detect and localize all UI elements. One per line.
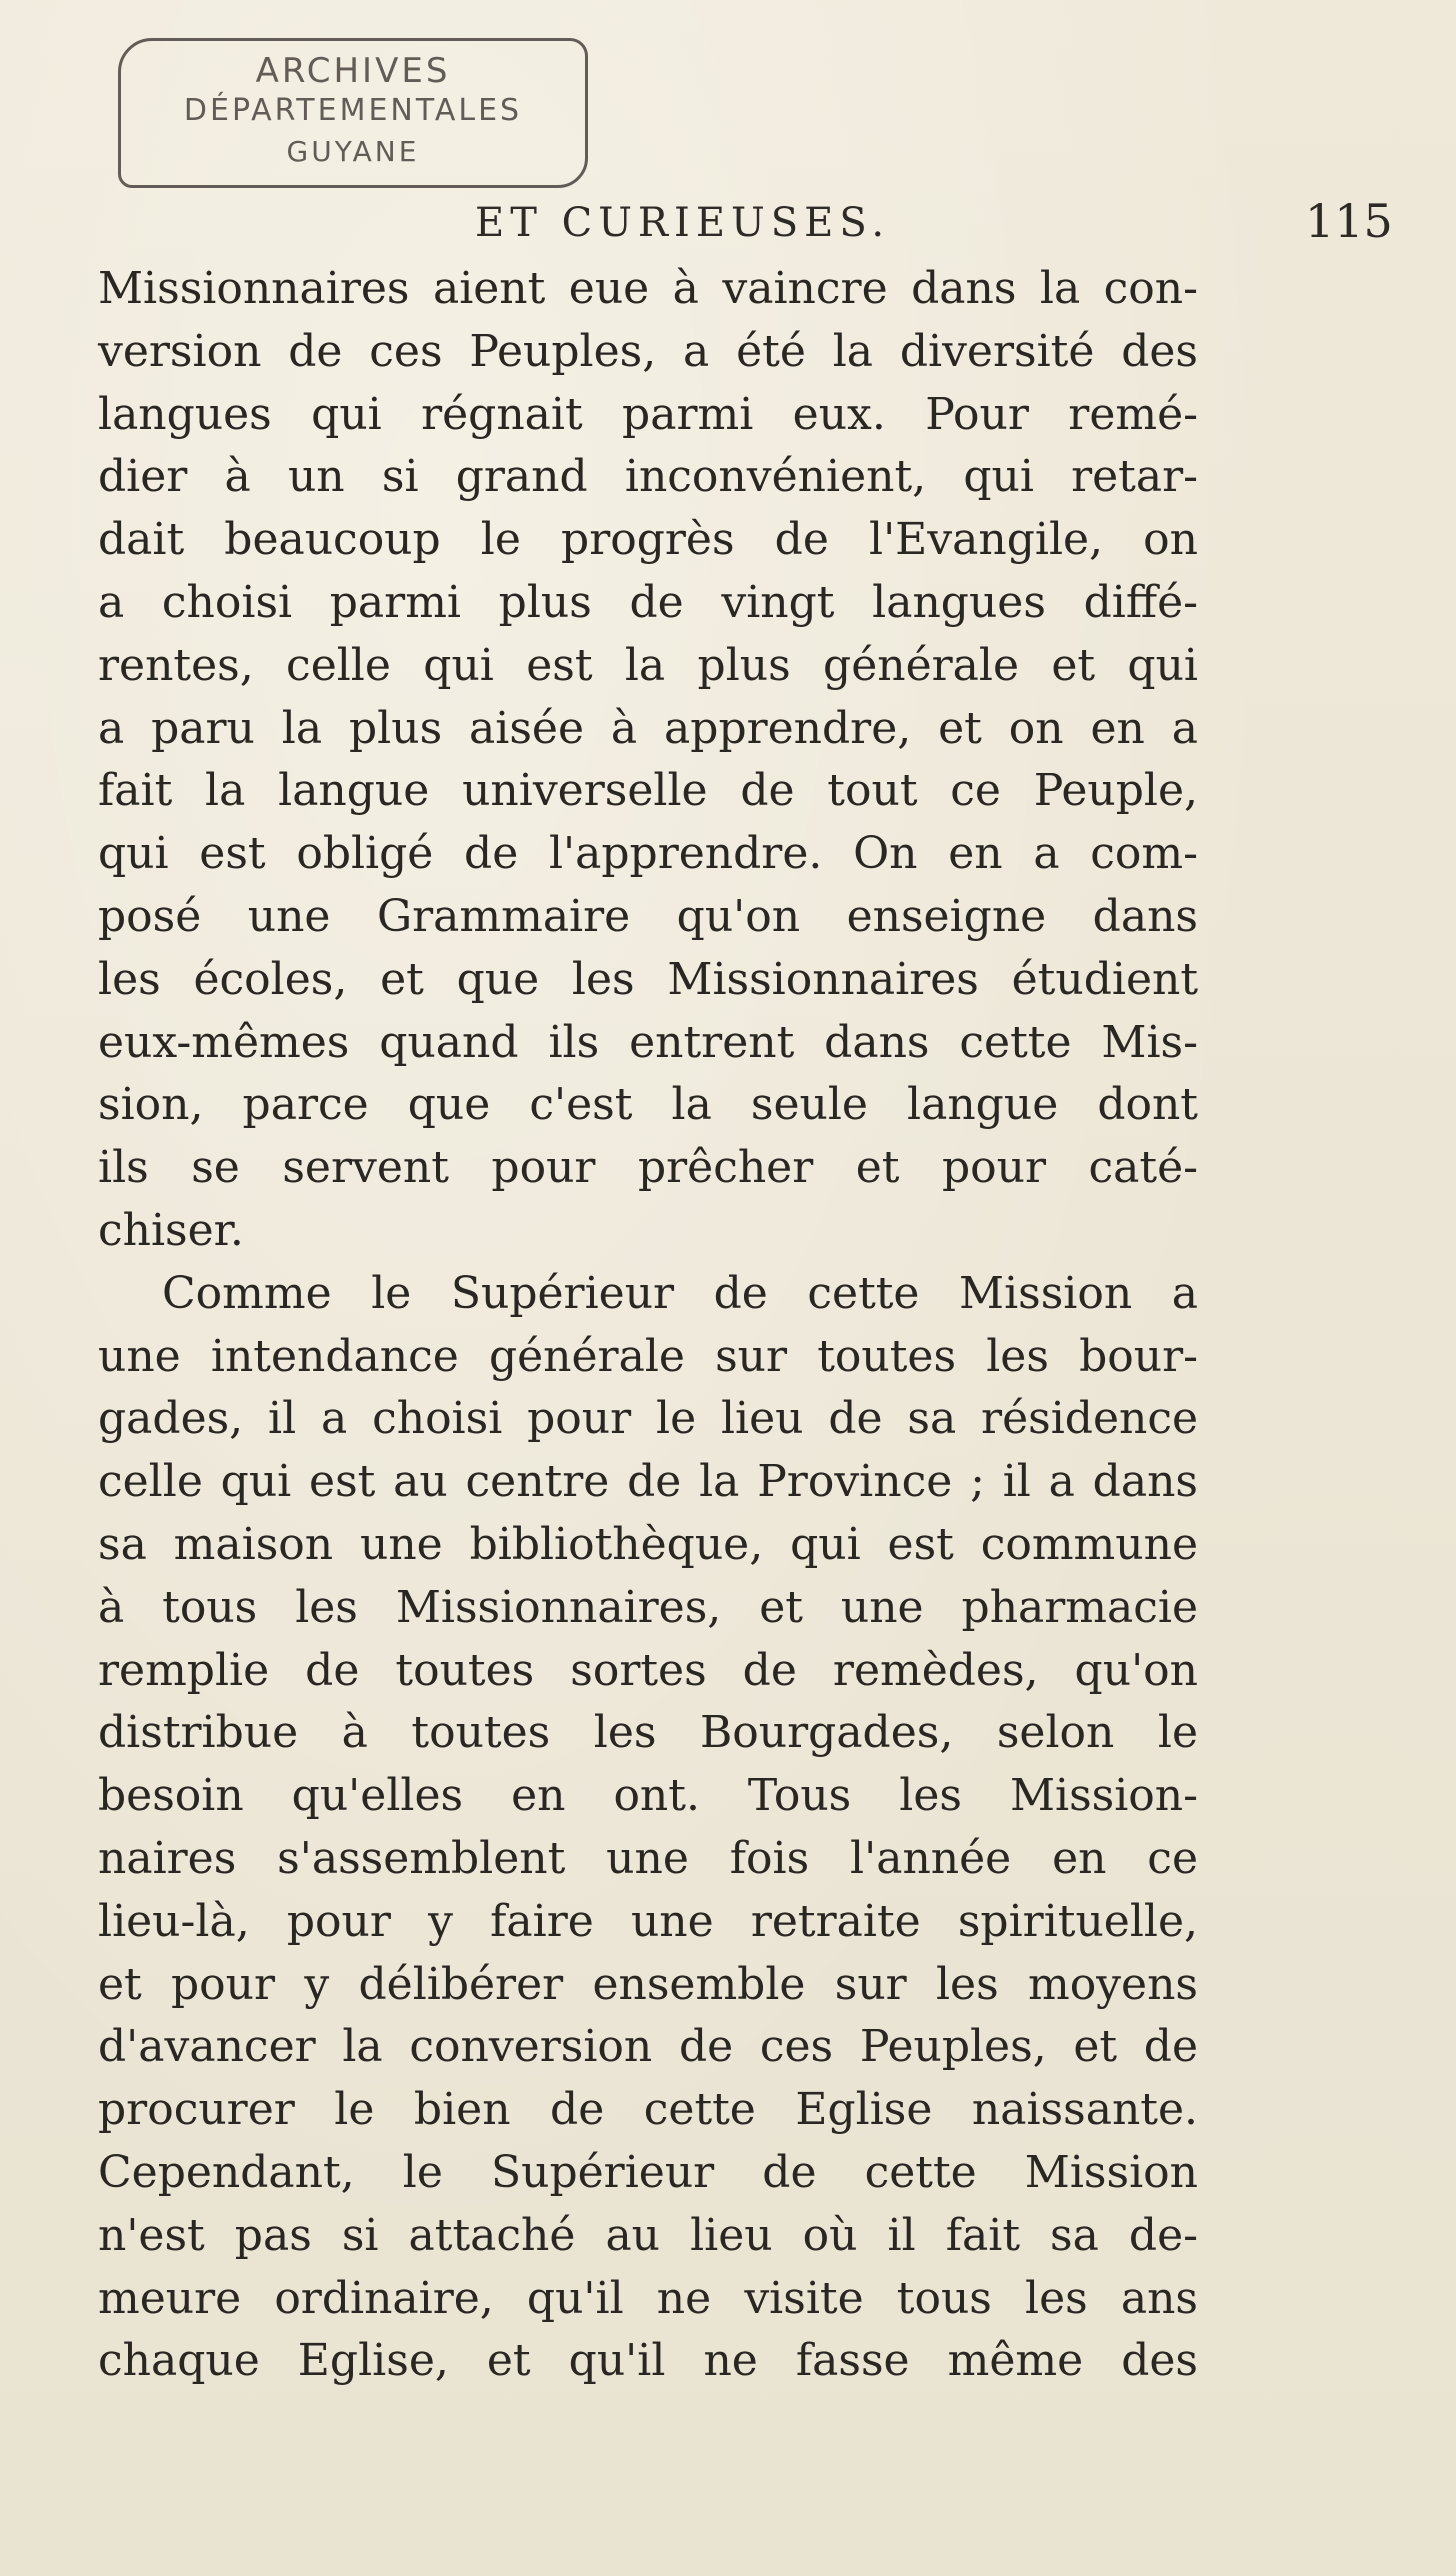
text-line: a choisi parmi plus de vingt langues diffé- <box>98 576 1198 628</box>
text-line: celle qui est au centre de la Province ; il a dans <box>98 1456 1198 1508</box>
text-line: distribue à toutes les Bourgades, selon le <box>98 1707 1198 1759</box>
text-line: et pour y délibérer ensemble sur les moyens <box>98 1958 1198 2010</box>
text-line: une intendance générale sur toutes les bour- <box>98 1330 1198 1382</box>
text-line: sion, parce que c'est la seule langue dont <box>98 1079 1198 1131</box>
text-line: rentes, celle qui est la plus générale et qui <box>98 639 1198 691</box>
body-text <box>98 258 1198 2393</box>
text-line: besoin qu'elles en ont. Tous les Mission- <box>98 1770 1198 1822</box>
text-line: gades, il a choisi pour le lieu de sa résidence <box>98 1393 1198 1445</box>
text-line: chaque Eglise, et qu'il ne fasse même des <box>98 2335 1198 2387</box>
text-line: a paru la plus aisée à apprendre, et on en a <box>98 702 1198 754</box>
text-line: ils se servent pour prêcher et pour caté- <box>98 1142 1198 1194</box>
text-line: remplie de toutes sortes de remèdes, qu'on <box>98 1644 1198 1696</box>
text-line: dait beaucoup le progrès de l'Evangile, on <box>98 514 1198 566</box>
text-line: qui est obligé de l'apprendre. On en a com- <box>98 828 1198 880</box>
text-line: dier à un si grand inconvénient, qui retar- <box>98 451 1198 503</box>
text-line: naires s'assemblent une fois l'année en ce <box>98 1832 1198 1884</box>
text-line: posé une Grammaire qu'on enseigne dans <box>98 890 1198 942</box>
text-line: Cependant, le Supérieur de cette Mission <box>98 2146 1198 2198</box>
text-line: Missionnaires aient eue à vaincre dans la con- <box>98 263 1198 314</box>
text-line: eux-mêmes quand ils entrent dans cette Mis- <box>98 1016 1198 1068</box>
text-line: sa maison une bibliothèque, qui est commune <box>98 1518 1198 1570</box>
text-line: meure ordinaire, qu'il ne visite tous les ans <box>98 2272 1198 2324</box>
text-line: langues qui régnait parmi eux. Pour remé- <box>98 388 1198 440</box>
archive-stamp <box>118 38 588 188</box>
text-line: lieu-là, pour y faire une retraite spirituelle, <box>98 1895 1198 1947</box>
text-line: n'est pas si attaché au lieu où il fait sa de- <box>98 2209 1198 2261</box>
running-title: ET CURIEUSES. <box>475 200 891 246</box>
page-number: 115 <box>1305 194 1393 248</box>
stamp-line-1: ARCHIVES <box>255 51 451 91</box>
text-line: d'avancer la conversion de ces Peuples, et de <box>98 2021 1198 2073</box>
text-line: chiser. <box>98 1204 244 1256</box>
text-line: les écoles, et que les Missionnaires étudient <box>98 953 1198 1005</box>
text-line: procurer le bien de cette Eglise naissante. <box>98 2084 1198 2136</box>
paragraph-start-line: Comme le Supérieur de cette Mission a <box>162 1267 1198 1319</box>
stamp-line-3: GUYANE <box>286 135 420 168</box>
stamp-line-2: DÉPARTEMENTALES <box>183 93 523 128</box>
text-line: fait la langue universelle de tout ce Peuple, <box>98 765 1198 817</box>
text-line: version de ces Peuples, a été la diversité des <box>98 325 1198 377</box>
page-header <box>0 194 1456 250</box>
text-line: à tous les Missionnaires, et une pharmacie <box>98 1581 1198 1633</box>
